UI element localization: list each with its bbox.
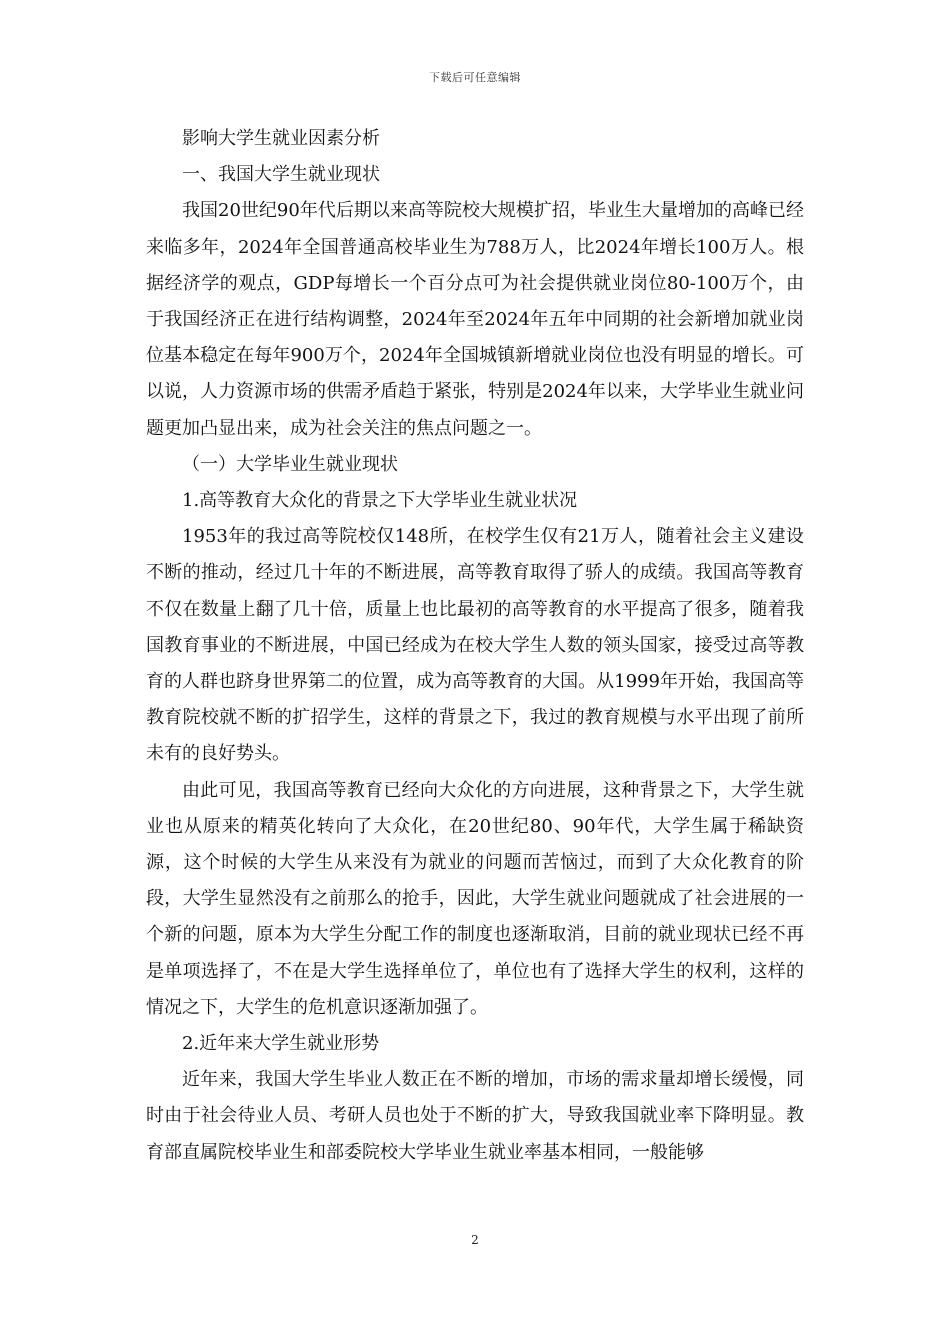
item-heading: 2.近年来大学生就业形势: [182, 1033, 380, 1055]
subsection-heading: （一）大学毕业生就业现状: [182, 453, 398, 475]
section-heading: 一、我国大学生就业现状: [182, 164, 380, 186]
document-title: 影响大学生就业因素分析: [182, 128, 380, 149]
item-heading: 1.高等教育大众化的背景之下大学毕业生就业状况: [182, 490, 578, 512]
document-body: [146, 121, 804, 1171]
header-note: 下载后可任意编辑: [429, 71, 521, 84]
body-paragraph: 1953年的我过高等院校仅148所，在校学生仅有21万人，随着社会主义建设不断的推动，经过几十年的不断进展，高等教育取得了骄人的成绩。我国高等教育不仅在数量上翻了几十倍，质量上也比最初的高等教育的水平提高了很多，随着我国教育事业的不断进展，中国已经成为在校大学生人数的领头国家，接受过高等教育的人群也跻身世界第二的位置，成为高等教育的大国。从1999年开始，我国高等教育院校就不断的扩招学生，这样的背景之下，我过的教育规模与水平出现了前所未有的良好势头。: [146, 526, 804, 765]
page-number: 2: [471, 1233, 479, 1247]
body-paragraph: 由此可见，我国高等教育已经向大众化的方向进展，这种背景之下，大学生就业也从原来的精英化转向了大众化，在20世纪80、90年代，大学生属于稀缺资源，这个时候的大学生从来没有为就业的问题而苦恼过，而到了大众化教育的阶段，大学生显然没有之前那么的抢手，因此，大学生就业问题就成了社会进展的一个新的问题，原本为大学生分配工作的制度也逐渐取消，目前的就业现状已经不再是单项选择了，不在是大学生选择单位了，单位也有了选择大学生的权利，这样的情况之下，大学生的危机意识逐渐加强了。: [146, 779, 804, 1018]
body-paragraph: 近年来，我国大学生毕业人数正在不断的增加，市场的需求量却增长缓慢，同时由于社会待业人员、考研人员也处于不断的扩大，导致我国就业率下降明显。教育部直属院校毕业生和部委院校大学毕业生就业率基本相同，一般能够: [146, 1069, 804, 1163]
body-paragraph: 我国20世纪90年代后期以来高等院校大规模扩招，毕业生大量增加的高峰已经来临多年，2024年全国普通高校毕业生为788万人，比2024年增长100万人。根据经济学的观点，GDP每增长一个百分点可为社会提供就业岗位80-100万个，由于我国经济正在进行结构调整，2024年至2024年五年中同期的社会新增加就业岗位基本稳定在每年900万个，2024年全国城镇新增就业岗位也没有明显的增长。可以说，人力资源市场的供需矛盾趋于紧张，特别是2024年以来，大学毕业生就业问题更加凸显出来，成为社会关注的焦点问题之一。: [146, 200, 804, 439]
